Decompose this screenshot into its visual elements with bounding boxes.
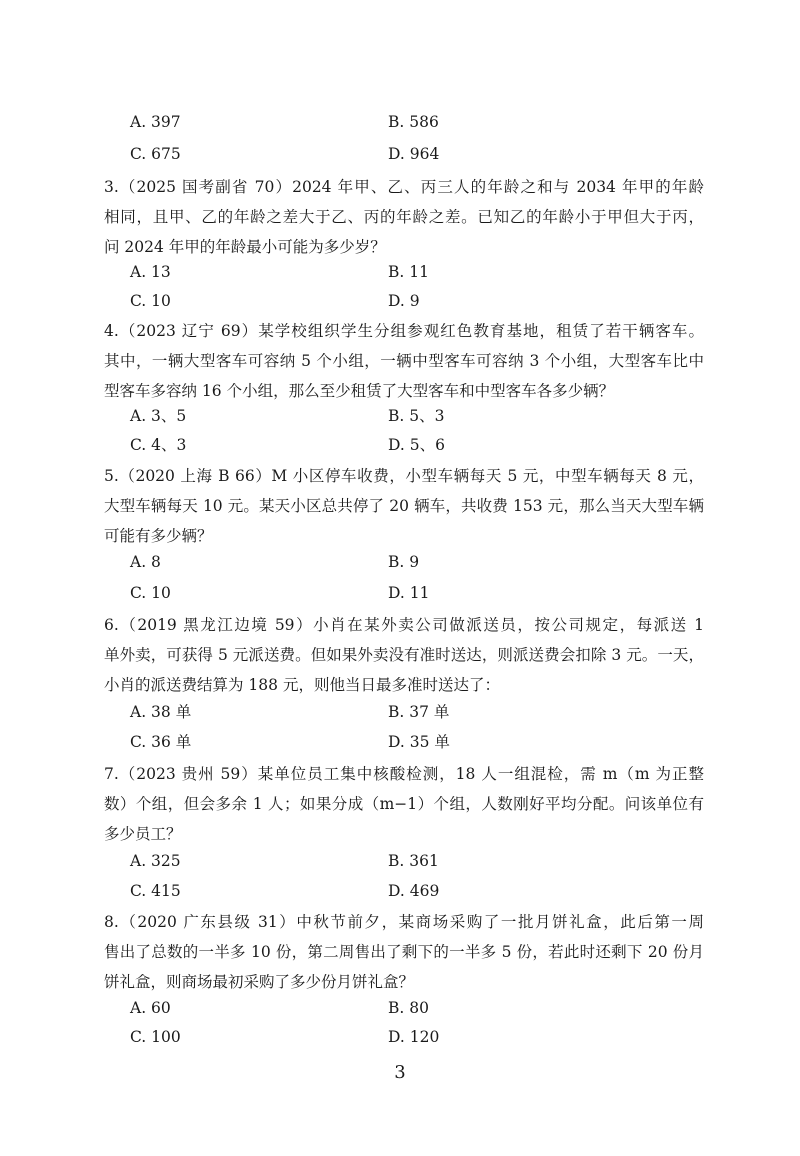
option-row xyxy=(130,289,690,313)
option-row xyxy=(130,550,690,574)
stem-line: 6.（2019 黑龙江边境 59）小肖在某外卖公司做派送员，按公司规定，每派送 1 xyxy=(104,616,704,634)
page-number: 3 xyxy=(394,1062,406,1083)
option-row xyxy=(130,1025,690,1049)
option-a: A. 13 xyxy=(130,263,171,281)
option-row xyxy=(130,730,690,754)
option-row xyxy=(130,110,690,134)
option-c: C. 675 xyxy=(130,145,181,163)
stem-line: 5.（2020 上海 B 66）M 小区停车收费，小型车辆每天 5 元，中型车辆每天 8 元， xyxy=(104,467,704,485)
stem-line: 相同，且甲、乙的年龄之差大于乙、丙的年龄之差。已知乙的年龄小于甲但大于丙， xyxy=(104,208,704,226)
option-c: C. 100 xyxy=(130,1028,181,1046)
option-d: D. 9 xyxy=(388,292,420,310)
question-3-stem xyxy=(104,172,704,262)
option-a: A. 38 单 xyxy=(130,703,192,721)
stem-line: 单外卖，可获得 5 元派送费。但如果外卖没有准时送达，则派送费会扣除 3 元。一天， xyxy=(104,646,704,664)
option-b: B. 37 单 xyxy=(388,703,450,721)
stem-line: 大型车辆每天 10 元。某天小区总共停了 20 辆车，共收费 153 元，那么当天大型车辆 xyxy=(104,497,704,515)
option-c: C. 415 xyxy=(130,882,181,900)
stem-line: 4.（2023 辽宁 69）某学校组织学生分组参观红色教育基地，租赁了若干辆客车。 xyxy=(104,322,704,340)
option-d: D. 5、6 xyxy=(388,436,445,454)
option-c: C. 10 xyxy=(130,584,171,602)
option-a: A. 325 xyxy=(130,852,181,870)
option-c: C. 36 单 xyxy=(130,733,192,751)
question-8-stem xyxy=(104,907,704,997)
option-row xyxy=(130,260,690,284)
stem-line: 可能有多少辆？ xyxy=(104,527,213,545)
option-b: B. 361 xyxy=(388,852,439,870)
option-row xyxy=(130,433,690,457)
option-b: B. 586 xyxy=(388,113,439,131)
option-row xyxy=(130,581,690,605)
stem-line: 饼礼盒，则商场最初采购了多少份月饼礼盒？ xyxy=(104,973,415,991)
stem-line: 其中，一辆大型客车可容纳 5 个小组，一辆中型客车可容纳 3 个小组，大型客车比中 xyxy=(104,352,704,370)
option-row xyxy=(130,404,690,428)
option-a: A. 3、5 xyxy=(130,407,187,425)
option-row xyxy=(130,700,690,724)
question-7-stem xyxy=(104,759,704,849)
option-row xyxy=(130,996,690,1020)
option-d: D. 964 xyxy=(388,145,440,163)
option-b: B. 5、3 xyxy=(388,407,445,425)
option-a: A. 397 xyxy=(130,113,181,131)
option-b: B. 80 xyxy=(388,999,429,1017)
stem-line: 型客车多容纳 16 个小组，那么至少租赁了大型客车和中型客车各多少辆？ xyxy=(104,382,615,400)
option-d: D. 120 xyxy=(388,1028,440,1046)
stem-line: 问 2024 年甲的年龄最小可能为多少岁？ xyxy=(104,238,386,256)
option-row xyxy=(130,879,690,903)
question-6-stem xyxy=(104,610,704,700)
option-row xyxy=(130,849,690,873)
stem-line: 小肖的派送费结算为 188 元，则他当日最多准时送达了： xyxy=(104,676,500,694)
option-d: D. 35 单 xyxy=(388,733,450,751)
option-d: D. 11 xyxy=(388,584,430,602)
option-d: D. 469 xyxy=(388,882,440,900)
stem-line: 7.（2023 贵州 59）某单位员工集中核酸检测，18 人一组混检，需 m（m 为正整 xyxy=(104,765,704,783)
option-b: B. 9 xyxy=(388,553,420,571)
option-row xyxy=(130,142,690,166)
stem-line: 售出了总数的一半多 10 份，第二周售出了剩下的一半多 5 份，若此时还剩下 20 份月 xyxy=(104,943,704,961)
stem-line: 8.（2020 广东县级 31）中秋节前夕，某商场采购了一批月饼礼盒，此后第一周 xyxy=(104,913,704,931)
stem-line: 多少员工？ xyxy=(104,825,182,843)
question-4-stem xyxy=(104,316,704,406)
question-5-stem xyxy=(104,461,704,551)
stem-line: 数）个组，但会多余 1 人；如果分成（m−1）个组，人数刚好平均分配。问该单位有 xyxy=(104,795,704,813)
option-c: C. 10 xyxy=(130,292,171,310)
option-a: A. 60 xyxy=(130,999,171,1017)
option-c: C. 4、3 xyxy=(130,436,187,454)
option-b: B. 11 xyxy=(388,263,429,281)
stem-line: 3.（2025 国考副省 70）2024 年甲、乙、丙三人的年龄之和与 2034 年甲的年龄 xyxy=(104,178,704,196)
option-a: A. 8 xyxy=(130,553,161,571)
